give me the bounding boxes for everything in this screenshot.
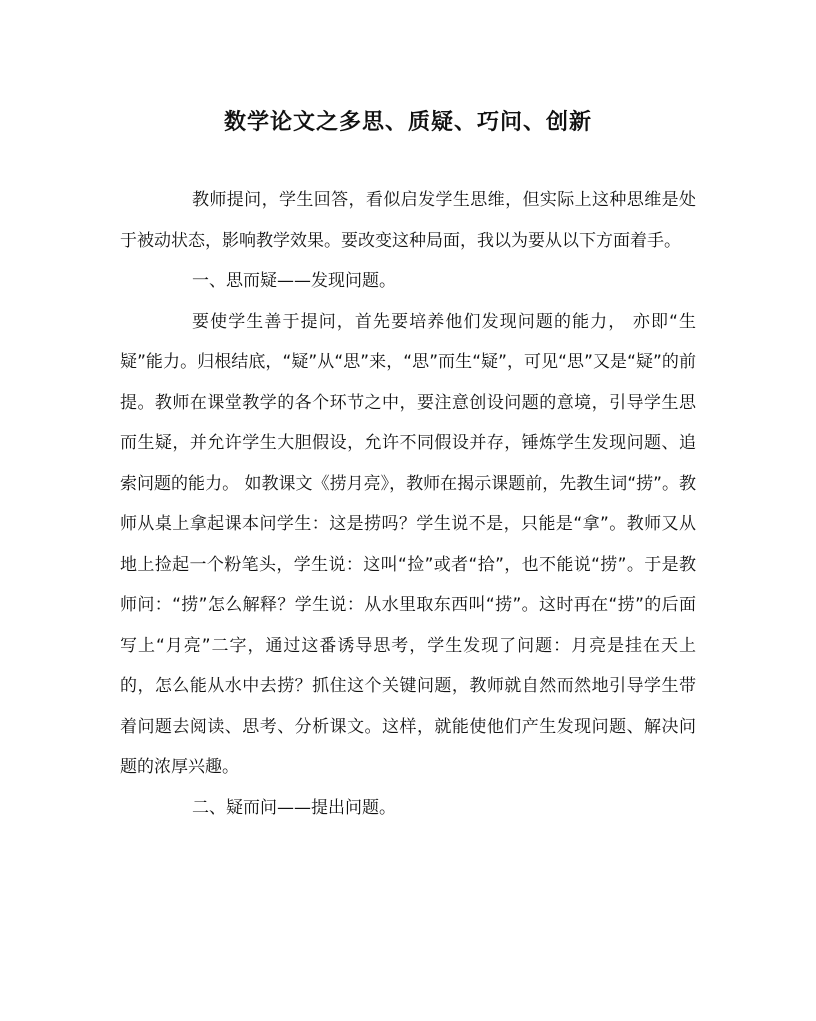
document-title: 数学论文之多思、质疑、巧问、创新	[223, 109, 592, 135]
intro-paragraph: 教师提问，学生回答，看似启发学生思维，但实际上这种思维是处于被动状态，影响教学效果。要改变这种局面，我以为要从以下方面着手。	[120, 190, 696, 251]
section-heading-2: 二、疑而问——提出问题。	[192, 797, 396, 818]
document-body	[120, 180, 696, 828]
section-1-paragraph: 要使学生善于提问，首先要培养他们发现问题的能力， 亦即“生疑”能力。归根结底，“疑”从“思”来，“思”而生“疑”，可见“思”又是“疑”的前提。教师在课堂教学的各个环节之中，要注意创设问题的意境，引导学生思而生疑，并允许学生大胆假设，允许不同假设并存，锤炼学生发现问题、追索问题的能力。 如教课文《捞月亮》，教师在揭示课题前，先教生词“捞”。教师从桌上拿起课本问学生：这是捞吗？学生说不是，只能是“拿”。教师又从地上捡起一个粉笔头，学生说：这叫“捡”或者“拾”，也不能说“捞”。于是教师问：“捞”怎么解释？学生说：从水里取东西叫“捞”。这时再在“捞”的后面写上“月亮”二字，通过这番诱导思考，学生发现了问题：月亮是挂在天上的，怎么能从水中去捞？抓住这个关键问题，教师就自然而然地引导学生带着问题去阅读、思考、分析课文。这样，就能使他们产生发现问题、解决问题的浓厚兴趣。	[120, 311, 696, 777]
section-heading-1: 一、思而疑——发现问题。	[192, 271, 396, 291]
